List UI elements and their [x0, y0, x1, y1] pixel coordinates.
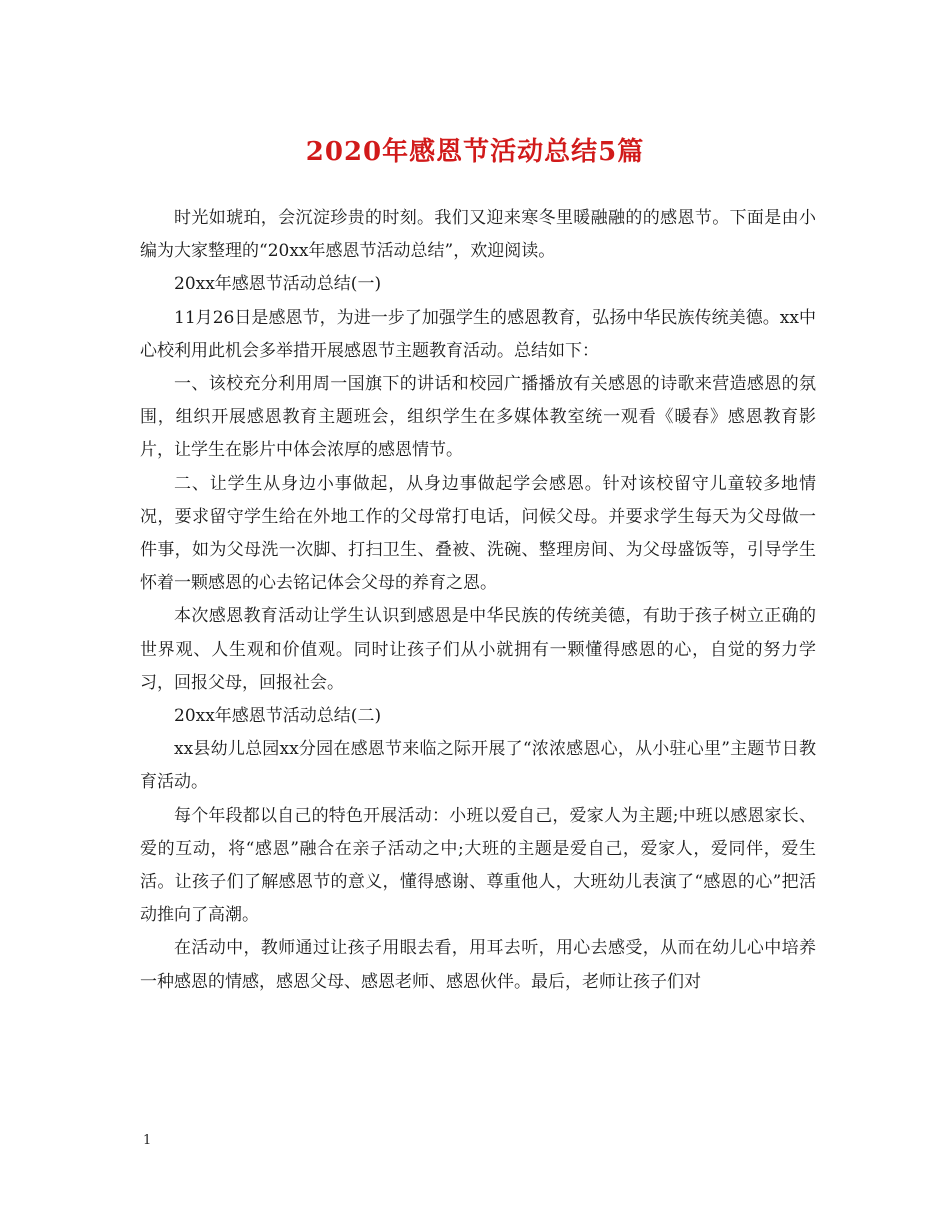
paragraph: 一、该校充分利用周一国旗下的讲话和校园广播播放有关感恩的诗歌来营造感恩的氛围，组织开展感恩教育主题班会，组织学生在多媒体教室统一观看《暖春》感恩教育影片，让学生在影片中体会浓厚的感恩情节。: [140, 374, 816, 461]
document-body: [140, 202, 816, 999]
paragraph: 本次感恩教育活动让学生认识到感恩是中华民族的传统美德，有助于孩子树立正确的世界观、人生观和价值观。同时让孩子们从小就拥有一颗懂得感恩的心，自觉的努力学习，回报父母，回报社会。: [140, 606, 816, 693]
paragraph: 11月26日是感恩节，为进一步了加强学生的感恩教育，弘扬中华民族传统美德。xx中心校利用此机会多举措开展感恩节主题教育活动。总结如下：: [140, 307, 816, 361]
section-heading-1: 20xx年感恩节活动总结(一): [174, 274, 382, 295]
paragraph: 每个年段都以自己的特色开展活动：小班以爱自己，爱家人为主题;中班以感恩家长、爱的互动，将“感恩”融合在亲子活动之中;大班的主题是爱自己，爱家人，爱同伴，爱生活。让孩子们了解感恩节的意义，懂得感谢、尊重他人，大班幼儿表演了“感恩的心”把活动推向了高潮。: [140, 805, 816, 926]
paragraph: xx县幼儿总园xx分园在感恩节来临之际开展了“浓浓感恩心，从小驻心里”主题节日教育活动。: [140, 739, 816, 793]
paragraph: 二、让学生从身边小事做起，从身边事做起学会感恩。针对该校留守儿童较多地情况，要求留守学生给在外地工作的父母常打电话，问候父母。并要求学生每天为父母做一件事，如为父母洗一次脚、打扫卫生、叠被、洗碗、整理房间、为父母盛饭等，引导学生怀着一颗感恩的心去铭记体会父母的养育之恩。: [140, 473, 816, 594]
paragraph: 在活动中，教师通过让孩子用眼去看，用耳去听，用心去感受，从而在幼儿心中培养一种感恩的情感，感恩父母、感恩老师、感恩伙伴。最后，老师让孩子们对: [140, 938, 816, 992]
document-title: 2020年感恩节活动总结5篇: [305, 137, 645, 167]
section-heading-2: 20xx年感恩节活动总结(二): [174, 706, 382, 727]
paragraph-intro: 时光如琥珀，会沉淀珍贵的时刻。我们又迎来寒冬里暖融融的的感恩节。下面是由小编为大家整理的“20xx年感恩节活动总结”，欢迎阅读。: [140, 208, 816, 262]
page-number: 1: [143, 1133, 152, 1148]
